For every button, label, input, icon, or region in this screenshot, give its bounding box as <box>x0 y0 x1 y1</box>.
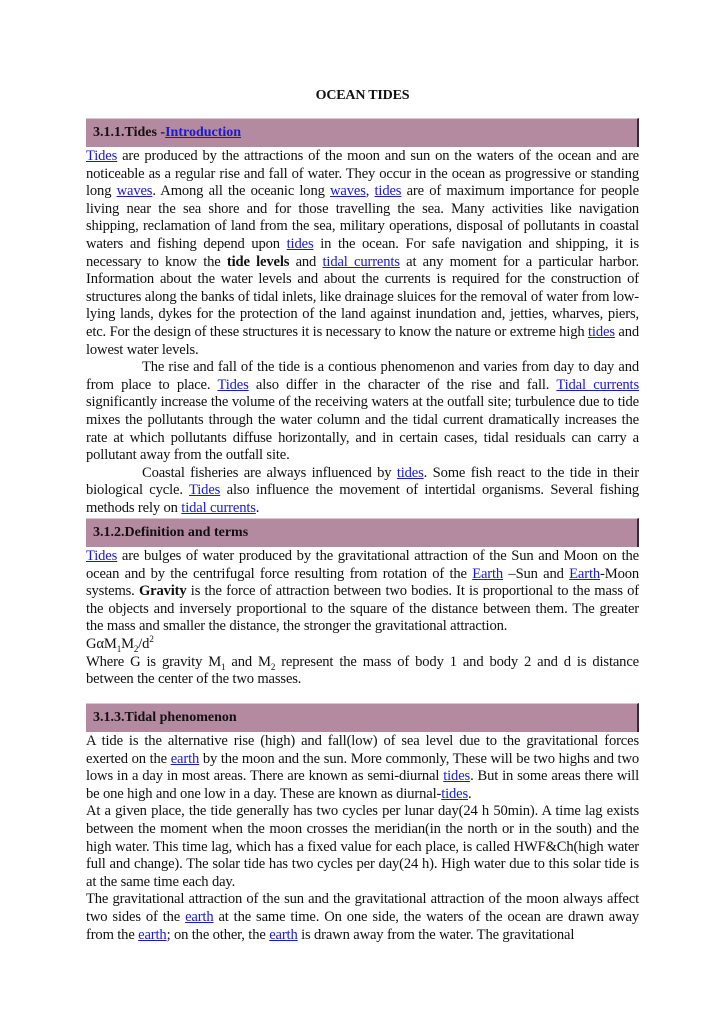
text-run: –Sun and <box>503 565 570 582</box>
text-run: -Moon systems. <box>86 565 640 600</box>
section-heading: 3.1.2.Definition and terms <box>86 518 639 547</box>
section-definition <box>86 518 639 689</box>
text-run: . <box>255 499 260 516</box>
text-run: The rise and fall of the tide is a contious phenomenon and varies from day to day and from place to place. <box>86 359 639 393</box>
tides-link[interactable]: Tides <box>86 548 118 564</box>
introduction-link[interactable]: Introduction <box>165 125 242 140</box>
tides-link[interactable]: Tides <box>189 482 221 499</box>
page-title: OCEAN TIDES <box>315 88 410 103</box>
tides-link[interactable]: tides <box>443 768 471 785</box>
text-run: , <box>365 183 375 200</box>
paragraph <box>86 548 639 636</box>
text-run: by the moon and the sun. More commonly, These will be two highs and two lows in a day in most areas. There are known as semi-diurnal <box>86 750 639 785</box>
tides-link[interactable]: tides <box>588 323 615 340</box>
tides-link[interactable]: tides <box>396 464 424 481</box>
paragraph <box>86 465 639 518</box>
text-run: and lowest water levels. <box>86 323 639 358</box>
tides-link[interactable]: tides <box>441 785 469 802</box>
text-run: ; on the other, the <box>166 926 270 943</box>
text-run: . <box>468 785 472 802</box>
earth-link[interactable]: earth <box>170 750 200 767</box>
tides-link[interactable]: Tides <box>217 376 249 393</box>
formula-explanation: Where G is gravity $M_1$ and $M_2$ represent the mass of body 1 and body 2 and d is distance between the center of the two masses. <box>86 653 639 688</box>
text-run: At a given place, the tide generally has two cycles per lunar day(24 h 50min). A time lag exists between the moment when the moon crosses the meridian(in the north or in the south) and the high water. This time lag, which has a fixed value for each place, is called HWF&Ch(high water full and change). The solar tide has two cycles per day(24 h). High water due to this solar tide is at the same time each day. <box>86 803 639 890</box>
bold-term: Gravity <box>138 583 187 600</box>
text-run: in the ocean. For safe navigation and shipping, it is necessary to know the <box>86 235 639 270</box>
text-run: are produced by the attractions of the moon and sun on the waters of the ocean and are noticeable as a regular rise and fall of water. They occur in the ocean as progressive or standing long <box>86 148 639 200</box>
text-run: and <box>289 253 323 270</box>
heading-text: 3.1.1.Tides - <box>93 125 166 140</box>
tides-link[interactable]: tides <box>374 183 402 200</box>
text-run: at any moment for a particular harbor. Information about the water levels and about the currents is required for the construction of structures along the banks of tidal inlets, like drainage sluices for the removal of water from low-lying lands, dykes for the protection of the land against inundation and, jetties, wharves, piers, etc. For the design of these structures it is necessary to know the nature or extreme high <box>86 253 639 340</box>
paragraph <box>86 148 639 359</box>
text-run: at the same time. On one side, the waters of the ocean are drawn away from the <box>86 908 640 943</box>
text-run: are bulges of water produced by the gravitational attraction of the Sun and Moon on the ocean and by the centrifugal force resulting from rotation of the <box>86 548 639 582</box>
section-heading <box>86 118 639 147</box>
waves-link[interactable]: waves <box>330 183 366 200</box>
text-run: also differ in the character of the rise and fall. <box>248 376 557 393</box>
text-run: also influence the movement of intertidal organisms. Several fishing methods rely on <box>86 482 639 516</box>
section-heading: 3.1.3.Tidal phenomenon <box>86 703 639 732</box>
tidal-currents-link[interactable]: tidal currents <box>322 253 400 270</box>
text-run: A tide is the alternative rise (high) and fall(low) of sea level due to the gravitational forces exerted on the <box>86 733 639 767</box>
earth-link[interactable]: Earth <box>472 565 504 582</box>
text-run: is the force of attraction between two bodies. It is proportional to the mass of the objects and inversely proportional to the square of the distance between them. The greater the mass and smaller the distance, the stronger the gravitational attraction. <box>86 583 639 635</box>
earth-link[interactable]: Earth <box>569 565 601 582</box>
section-introduction <box>86 118 639 517</box>
text-run: are of maximum importance for people living near the sea shore and for those travelling the sea. Many activities like navigation shipping, reclamation of land from the sea, military operations, disposal of pollutants in coastal waters and fishing depend upon <box>86 183 639 252</box>
bold-term: tide levels <box>226 253 290 270</box>
earth-link[interactable]: earth <box>269 926 298 943</box>
paragraph <box>86 803 639 891</box>
text-run: The gravitational attraction of the sun and the gravitational attraction of the moon always affect two sides of the <box>86 891 639 925</box>
tides-link[interactable]: Tides <box>86 148 118 164</box>
earth-link[interactable]: earth <box>185 908 214 925</box>
paragraph <box>86 733 639 803</box>
text-run: . Among all the oceanic long <box>152 183 331 200</box>
text-run: is drawn away from the water. The gravitational <box>297 926 575 943</box>
text-run: . Some fish react to the tide in their biological cycle. <box>86 464 639 499</box>
text-run: significantly increase the volume of the receiving waters at the outfall site; turbulence due to tide mixes the pollutants through the water column and the tidal current dramatically increases the rate at which pollutants diffuse horizontally, and in certain cases, tidal residuals can carry a pollutant away from the outfall site. <box>86 394 639 464</box>
tidal-currents-link[interactable]: tidal currents <box>181 499 256 516</box>
paragraph <box>86 359 639 465</box>
tides-link[interactable]: tides <box>286 235 314 252</box>
text-run: . But in some areas there will be one high and one low in a day. These are known as diurnal- <box>86 768 639 802</box>
earth-link[interactable]: earth <box>138 926 167 943</box>
section-tidal-phenomenon <box>86 703 639 944</box>
tidal-currents-link[interactable]: Tidal currents <box>556 376 639 393</box>
text-run: Coastal fisheries are always influenced by <box>142 464 397 481</box>
paragraph <box>86 891 639 944</box>
waves-link[interactable]: waves <box>116 183 153 200</box>
formula: $G\alpha M_1M_2/d^2$ <box>86 634 154 654</box>
